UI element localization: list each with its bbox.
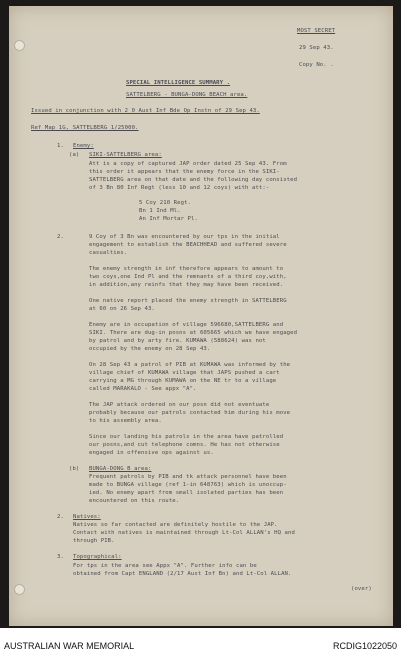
subsection-a-label: (a) bbox=[69, 152, 80, 158]
subsection-b-label: (b) bbox=[69, 466, 80, 472]
section-2-number: 2. bbox=[57, 234, 64, 240]
section-topo-heading: Topographical: bbox=[73, 554, 122, 560]
text-line: obtained from Capt ENGLAND (2/17 Aust Inf Bn) and Lt-Col ALLAN. bbox=[73, 571, 292, 577]
text-line: made to BUNGA village (ref 1-in 648763) which is unoccup- bbox=[89, 482, 287, 488]
over-marker: (over) bbox=[351, 586, 372, 592]
text-line: encountered on this route. bbox=[89, 498, 180, 504]
subsection-a-heading: SIKI-SATTELBERG area: bbox=[89, 152, 162, 158]
text-line: SATTELBERG area on that date and the following day consisted bbox=[89, 177, 298, 183]
text-line: Enemy are in occupation of village 596680,SATTELBERG and bbox=[89, 322, 284, 328]
section-natives-heading: Natives: bbox=[73, 514, 101, 520]
punch-hole bbox=[14, 40, 25, 51]
text-line: ied. No enemy apart from small isolated parties has been bbox=[89, 490, 284, 496]
text-line: two coys,one Ind Pl and the remnants of a third coy,with, bbox=[89, 274, 287, 280]
text-line: For tps in the area see Appx "A". Further info can be bbox=[73, 563, 257, 569]
archive-name: AUSTRALIAN WAR MEMORIAL bbox=[4, 641, 135, 651]
text-line: casualties. bbox=[89, 250, 128, 256]
classification-label: MOST SECRET bbox=[297, 28, 336, 34]
text-line: carrying a MG through KUMAWA on the NE tr to a village bbox=[89, 378, 277, 384]
unit-line: 5 Coy 210 Regt. bbox=[139, 200, 192, 206]
section-natives-number: 2. bbox=[57, 514, 64, 520]
text-line: One native report placed the enemy strength in SATTELBERG bbox=[89, 298, 287, 304]
text-line: On 28 Sep 43 a patrol of PIB at KUMAWA was informed by the bbox=[89, 362, 291, 368]
text-line: SIKI. There are dug-in posns at 605665 which we have engaged bbox=[89, 330, 298, 336]
section-1-number: 1. bbox=[57, 143, 64, 149]
archive-id: RCDIG1022050 bbox=[332, 641, 397, 651]
text-line: engagement to establish the BEACHHEAD and suffered severe bbox=[89, 242, 287, 248]
text-line: called MARAKALO - See appx "A". bbox=[89, 386, 197, 392]
copy-number: Copy No. . bbox=[299, 62, 334, 68]
text-line: occupied by the enemy on 28 Sep 43. bbox=[89, 346, 211, 352]
text-line: Natives so far contacted are definitely hostile to the JAP. bbox=[73, 522, 278, 528]
text-line: in addition,any reinfs that they may have been received. bbox=[89, 282, 284, 288]
text-line: this order it appears that the enemy force in the SIKI- bbox=[89, 169, 280, 175]
text-line: Att is a copy of captured JAP order dated 25 Sep 43. From bbox=[89, 161, 287, 167]
unit-line: Bn 1 Ind Ml. bbox=[139, 208, 181, 214]
unit-line: An Inf Mortar Pl. bbox=[139, 216, 198, 222]
text-line: of 3 Bn 80 Inf Regt (less 10 and 12 coys) with att:- bbox=[89, 185, 270, 191]
text-line: The JAP attack ordered on our posn did not eventuate bbox=[89, 402, 270, 408]
section-topo-number: 3. bbox=[57, 554, 64, 560]
document-page bbox=[9, 6, 393, 626]
text-line: Contact with natives is maintained through Lt-Col ALLAN's HQ and bbox=[73, 530, 295, 536]
document-subtitle: SATTELBERG - BUNGA-DONG BEACH area. bbox=[126, 92, 248, 98]
text-line: to his assembly area. bbox=[89, 418, 162, 424]
archive-footer bbox=[0, 628, 401, 654]
text-line: engaged in offensive ops against us. bbox=[89, 450, 214, 456]
text-line: Frequent patrols by PIB and tk attack personnel have been bbox=[89, 474, 287, 480]
subsection-b-heading: BUNGA-DONG B area: bbox=[89, 466, 152, 472]
section-1-heading: Enemy: bbox=[73, 143, 94, 149]
text-line: village chief of KUMAWA village that JAPS pushed a cart bbox=[89, 370, 280, 376]
text-line: through PIB. bbox=[73, 538, 115, 544]
text-line: probably because our patrols contacted him during his move bbox=[89, 410, 291, 416]
issued-line: Issued in conjunction with 2 0 Aust Inf Bde Op Instn of 29 Sep 43. bbox=[31, 108, 260, 114]
text-line: at 60 on 26 Sep 43. bbox=[89, 306, 155, 312]
text-line: by patrol and by arty fire. KUMAWA (588624) was not bbox=[89, 338, 266, 344]
text-line: The enemy strength in inf therefore appears to amount to bbox=[89, 266, 284, 272]
text-line: 9 Coy of 3 Bn was encountered by our tps in the initial bbox=[89, 234, 280, 240]
text-line: Since our landing his patrols in the area have patrolled bbox=[89, 434, 284, 440]
document-date: 29 Sep 43. bbox=[299, 45, 334, 51]
punch-hole bbox=[14, 584, 25, 595]
text-line: our posns,and cut telephone comns. He has not otherwise bbox=[89, 442, 280, 448]
map-reference: Ref Map 1G, SATTELBERG 1/25000. bbox=[31, 125, 139, 131]
document-title: SPECIAL INTELLIGENCE SUMMARY . bbox=[126, 80, 231, 86]
